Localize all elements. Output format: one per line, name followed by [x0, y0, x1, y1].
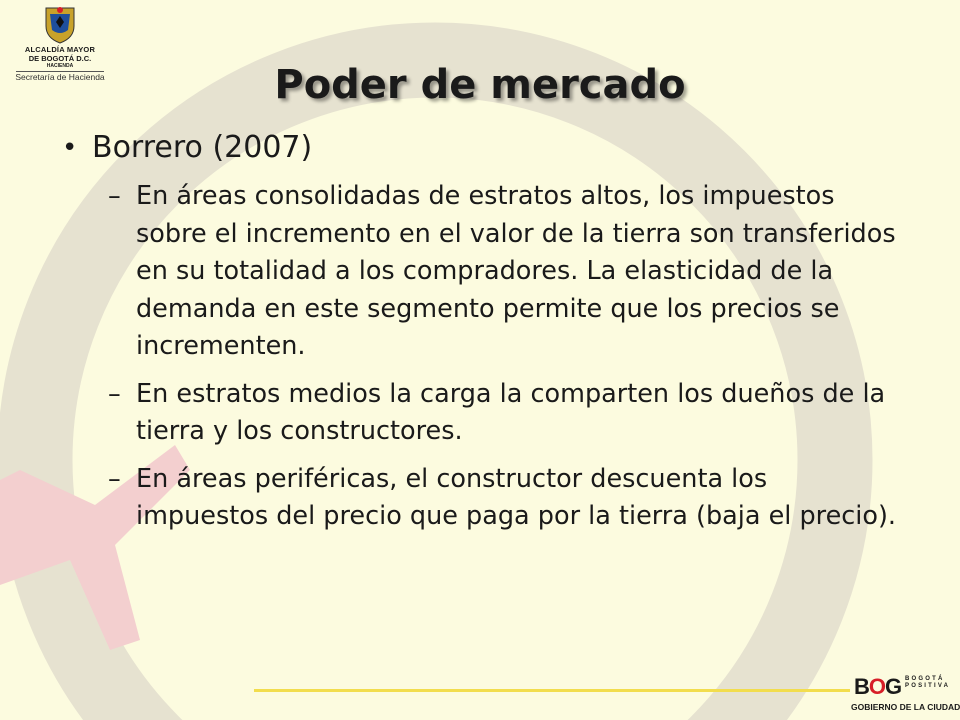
- subbullet-item: [62, 376, 906, 451]
- bog-tagline-2: POSITIVA: [905, 683, 951, 689]
- footer-rule: [254, 689, 850, 692]
- subbullet-item: [62, 178, 906, 366]
- logo-line-3: HACIENDA: [46, 63, 74, 69]
- dash-icon: –: [108, 181, 121, 211]
- bog-subtitle: GOBIERNO DE LA CIUDAD: [851, 702, 960, 712]
- bullet-text: Borrero (2007): [92, 130, 313, 165]
- subbullet-list: [62, 178, 912, 536]
- subbullet-text: En áreas consolidadas de estratos altos, los impuestos sobre el incremento en el valor de la tierra son transferidos en su totalidad a los compradores. La elasticidad de la demanda en este segmento permite que los precios se incrementen.: [136, 181, 896, 361]
- bog-wordmark: BOG: [854, 674, 902, 699]
- slide-title: Poder de mercado: [274, 62, 686, 108]
- dash-icon: –: [108, 463, 121, 494]
- logo-line-1: ALCALDÍA MAYOR: [24, 45, 96, 54]
- dash-icon: –: [108, 378, 121, 409]
- bullet-dot-icon: •: [62, 133, 78, 163]
- subbullet-text: En áreas periféricas, el constructor descuenta los impuestos del precio que paga por la tierra (baja el precio).: [136, 463, 897, 531]
- bog-tagline-1: BOGOTÁ: [905, 676, 945, 682]
- subbullet-text: En estratos medios la carga la comparten los dueños de la tierra y los constructores.: [136, 378, 886, 446]
- bullet-item: [62, 126, 912, 170]
- subbullet-item: [62, 461, 906, 536]
- bogota-positiva-logo: [848, 672, 958, 718]
- slide-content: [62, 126, 912, 546]
- coat-of-arms-icon: [42, 4, 78, 44]
- bog-tagline: [905, 676, 957, 690]
- logo-line-2: DE BOGOTÁ D.C.: [28, 53, 92, 63]
- logo-line-4: Secretaría de Hacienda: [15, 72, 105, 82]
